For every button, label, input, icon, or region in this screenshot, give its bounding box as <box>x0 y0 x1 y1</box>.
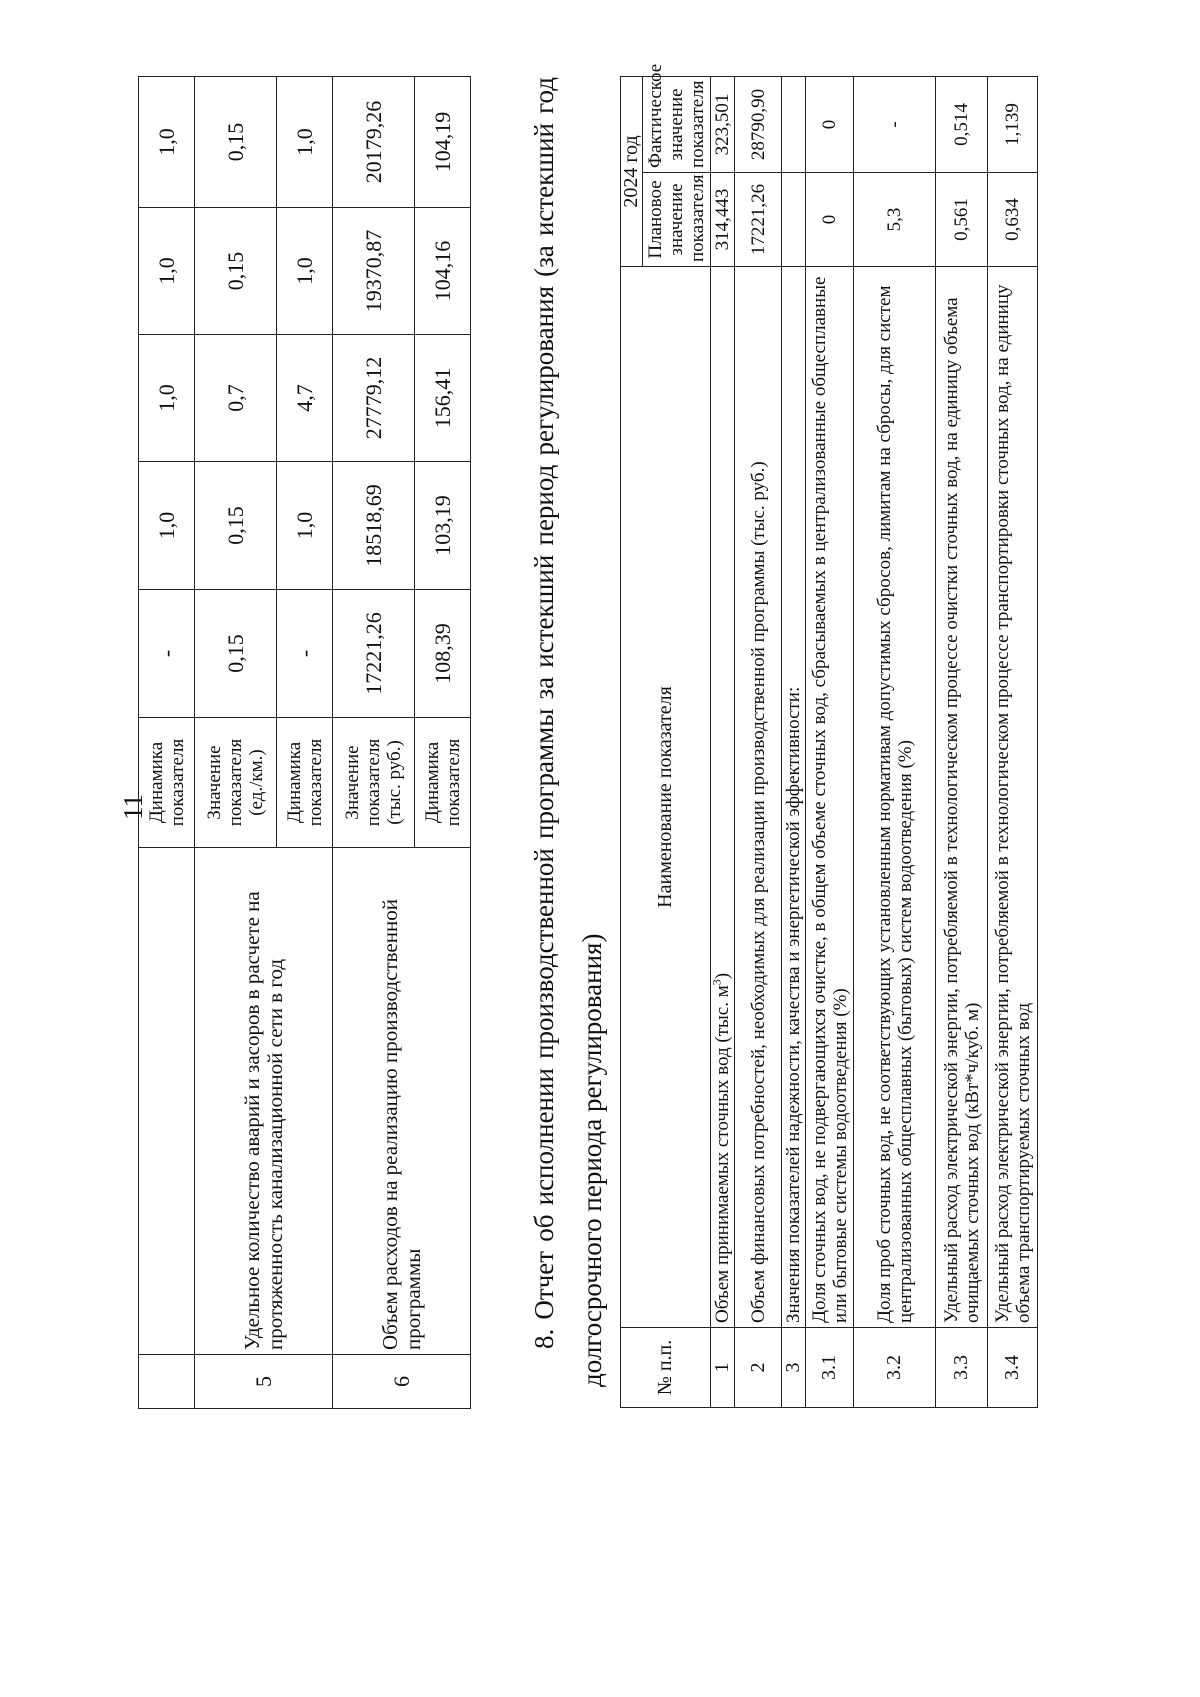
indicator-unit: Значение показателя (тыс. руб.) <box>333 718 415 848</box>
indicator-name-text: Объем принимаемых сточных вод (тыс. м <box>712 985 733 1323</box>
actual-value: 1,139 <box>988 77 1038 173</box>
row-number: 3 <box>782 1328 806 1408</box>
planned-value: 5,3 <box>854 173 936 267</box>
indicator-name: Удельный расход электрической энергии, потребляемой в технологическом процессе транспортировки сточных вод, на единицу объема транспортируемых сточных вод <box>988 267 1038 1328</box>
indicator-name: Объем финансовых потребностей, необходимых для реализации производственной программы (тыс. руб.) <box>735 267 782 1328</box>
table-row <box>711 77 735 1408</box>
actual-value <box>782 77 806 173</box>
value-cell: - <box>277 590 333 718</box>
value-cell: 108,39 <box>415 590 471 718</box>
table-row <box>806 77 854 1408</box>
row-number <box>139 1355 195 1409</box>
planned-value: 17221,26 <box>735 173 782 267</box>
table-row <box>333 77 415 1409</box>
table-row <box>854 77 936 1408</box>
actual-value: 323,501 <box>711 77 735 173</box>
actual-value: 28790,90 <box>735 77 782 173</box>
table-row <box>782 77 806 1408</box>
row-number: 1 <box>711 1328 735 1408</box>
value-cell: 0,15 <box>195 462 277 590</box>
value-cell: 156,41 <box>415 335 471 462</box>
indicator-unit: Значение показателя (ед./км.) <box>195 718 277 848</box>
value-cell: 0,7 <box>195 335 277 462</box>
table-header-row <box>621 77 643 1408</box>
indicator-name-end: ) <box>712 972 733 980</box>
row-number: 3.1 <box>806 1328 854 1408</box>
indicator-unit: Динамика показателя <box>139 718 195 848</box>
planned-value: 0,634 <box>988 173 1038 267</box>
value-cell: 0,15 <box>195 208 277 335</box>
value-cell: 104,16 <box>415 208 471 335</box>
indicator-name: Доля сточных вод, не подвергающихся очистке, в общем объеме сточных вод, сбрасываемых в централизованные общесплавные или бытовые системы водоотведения (%) <box>806 267 854 1328</box>
planned-value: 314,443 <box>711 173 735 267</box>
actual-value: 0 <box>806 77 854 173</box>
indicator-unit: Динамика показателя <box>277 718 333 848</box>
indicator-unit: Динамика показателя <box>415 718 471 848</box>
value-cell: 18518,69 <box>333 462 415 590</box>
value-cell: 0,15 <box>195 590 277 718</box>
actual-value: 0,514 <box>936 77 988 173</box>
value-cell: 4,7 <box>277 335 333 462</box>
indicator-name: Доля проб сточных вод, не соответствующих установленным нормативам допустимых сбросов, лимитам на сбросы, для систем централизованных общесплавных (бытовых) систем водоотведения (%) <box>854 267 936 1328</box>
superscript: 3 <box>709 979 724 986</box>
indicator-name: Удельное количество аварий и засоров в расчете на протяженность канализационной сети в год <box>195 848 333 1355</box>
value-cell: 1,0 <box>139 208 195 335</box>
value-cell: 0,15 <box>195 77 277 208</box>
row-number: 6 <box>333 1355 471 1409</box>
planned-value: 0 <box>806 173 854 267</box>
section-heading: 8. Отчет об исполнении производственной программы за истекший период регулирования (за истекший год долгосрочного периода регулирования) <box>529 77 607 1387</box>
value-cell: 104,19 <box>415 77 471 208</box>
value-cell: 1,0 <box>277 208 333 335</box>
value-cell: 1,0 <box>277 462 333 590</box>
value-cell: 17221,26 <box>333 590 415 718</box>
row-number: 2 <box>735 1328 782 1408</box>
header-actual-value: Фактическое значение показателя <box>643 77 711 173</box>
planned-value: 0,561 <box>936 173 988 267</box>
planned-value <box>782 173 806 267</box>
header-no: № п.п. <box>621 1328 711 1408</box>
header-indicator-name: Наименование показателя <box>621 267 711 1328</box>
indicator-name: Значения показателей надежности, качества и энергетической эффективности: <box>782 267 806 1328</box>
table-row <box>735 77 782 1408</box>
value-cell: - <box>139 590 195 718</box>
indicators-table-continued <box>138 76 471 1409</box>
value-cell: 1,0 <box>277 77 333 208</box>
row-number: 3.2 <box>854 1328 936 1408</box>
page-number: 11 <box>118 794 148 820</box>
actual-value: - <box>854 77 936 173</box>
indicator-name: Объем расходов на реализацию производственной программы <box>333 848 471 1355</box>
row-number: 5 <box>195 1355 333 1409</box>
header-planned-value: Плановое значение показателя <box>643 173 711 267</box>
value-cell: 1,0 <box>139 462 195 590</box>
table-row <box>195 77 277 1409</box>
header-year: 2024 год <box>621 77 643 267</box>
value-cell: 1,0 <box>139 335 195 462</box>
value-cell: 20179,26 <box>333 77 415 208</box>
row-number: 3.3 <box>936 1328 988 1408</box>
value-cell: 103,19 <box>415 462 471 590</box>
value-cell: 19370,87 <box>333 208 415 335</box>
program-execution-report-table <box>620 63 1038 1408</box>
indicator-name: Удельный расход электрической энергии, потребляемой в технологическом процессе очистки сточных вод, на единицу объема очищаемых сточных вод (кВт*ч/куб. м) <box>936 267 988 1328</box>
indicator-name <box>711 267 735 1328</box>
value-cell: 27779,12 <box>333 335 415 462</box>
value-cell: 1,0 <box>139 77 195 208</box>
table-row <box>988 77 1038 1408</box>
table-row <box>936 77 988 1408</box>
row-number: 3.4 <box>988 1328 1038 1408</box>
table-row <box>139 77 195 1409</box>
indicator-name <box>139 848 195 1355</box>
